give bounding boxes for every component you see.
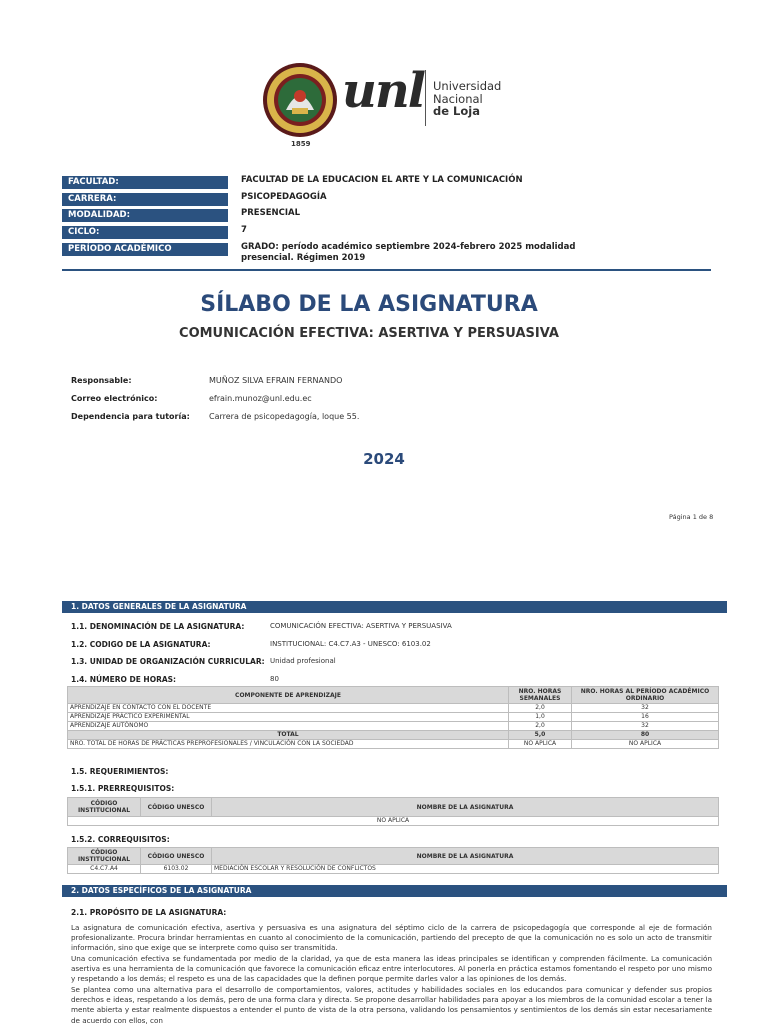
- modality-value: PRESENCIAL: [241, 208, 301, 218]
- table-header: CÓDIGO UNESCO: [141, 798, 212, 817]
- career-label: CARRERA:: [62, 193, 228, 206]
- table-cell: NO APLICA: [572, 740, 719, 749]
- table-header-row: [68, 848, 719, 865]
- logo-divider: [425, 70, 426, 126]
- document-year: 2024: [363, 450, 405, 468]
- period-value: [241, 242, 575, 263]
- purpose-paragraph-3: Se plantea como una alternativa para el desarrollo de comportamientos, valores, actitudes y habilidades sociales en los educandos para comunicar y defender sus propios derechos e ideas, respetando a los demás, pero de una forma clara y directa. Se propone desarrollar habilidades para apoyar a los miembros de la comunidad escolar a tener la mente abierta y estar realmente dispuestos a entender el punto de vista de la otra persona, validando los pensamientos y sentimientos de los demás sin estar necesariamente de acuerdo con ellos, con: [71, 985, 712, 1025]
- table-cell: NO APLICA: [68, 817, 719, 826]
- table-cell: APRENDIZAJE AUTÓNOMO: [68, 722, 509, 731]
- hours-table: [67, 686, 719, 749]
- email-value: efrain.munoz@unl.edu.ec: [209, 394, 312, 403]
- table-header: CÓDIGO INSTITUCIONAL: [68, 798, 141, 817]
- seal-year: 1859: [291, 140, 311, 148]
- period-value-line2: presencial. Régimen 2019: [241, 252, 366, 263]
- tutoring-label: Dependencia para tutoría:: [71, 412, 190, 421]
- table-cell: 2,0: [509, 722, 572, 731]
- subject-code-label: 1.2. CODIGO DE LA ASIGNATURA:: [71, 640, 211, 649]
- university-name-line1: Universidad: [433, 79, 502, 93]
- page-title: SÍLABO DE LA ASIGNATURA: [200, 292, 538, 317]
- table-row: [68, 817, 719, 826]
- subject-code-value: INSTITUCIONAL: C4.C7.A3 - UNESCO: 6103.02: [270, 640, 431, 648]
- modality-label: MODALIDAD:: [62, 209, 228, 222]
- faculty-value: FACULTAD DE LA EDUCACION EL ARTE Y LA COMUNICACIÓN: [241, 175, 523, 185]
- unit-value: Unidad profesional: [270, 657, 336, 665]
- period-label: PERÍODO ACADÉMICO ORDINARIO:: [62, 243, 228, 256]
- page-subtitle: COMUNICACIÓN EFECTIVA: ASERTIVA Y PERSUASIVA: [179, 326, 559, 341]
- responsible-value: MUÑOZ SILVA EFRAIN FERNANDO: [209, 376, 343, 385]
- cycle-label: CICLO:: [62, 226, 228, 239]
- university-name: [433, 80, 501, 118]
- table-header: NRO. HORAS SEMANALES: [509, 687, 572, 704]
- email-label: Correo electrónico:: [71, 394, 158, 403]
- table-cell: TOTAL: [68, 731, 509, 740]
- career-value: PSICOPEDAGOGÍA: [241, 192, 327, 202]
- table-header: NRO. HORAS AL PERÍODO ACADÉMICO ORDINARIO: [572, 687, 719, 704]
- header-rule: [62, 269, 711, 271]
- unit-label: 1.3. UNIDAD DE ORGANIZACIÓN CURRICULAR:: [71, 657, 265, 666]
- cycle-value: 7: [241, 225, 247, 235]
- table-cell: C4.C7.A4: [68, 865, 141, 874]
- university-name-line2: Nacional: [433, 91, 483, 106]
- period-value-line1: GRADO: período académico septiembre 2024-febrero 2025 modalidad: [241, 242, 576, 252]
- table-row: [68, 865, 719, 874]
- table-row: [68, 704, 719, 713]
- purpose-title: 2.1. PROPÓSITO DE LA ASIGNATURA:: [71, 908, 227, 917]
- table-cell: APRENDIZAJE PRÁCTICO EXPERIMENTAL: [68, 713, 509, 722]
- prerequisites-title: 1.5.1. PRERREQUISITOS:: [71, 784, 175, 793]
- table-cell: MEDIACIÓN ESCOLAR Y RESOLUCIÓN DE CONFLICTOS: [212, 865, 719, 874]
- table-header-row: [68, 687, 719, 704]
- table-total-row: [68, 731, 719, 740]
- table-cell: NRO. TOTAL DE HORAS DE PRÁCTICAS PREPROFESIONALES / VINCULACIÓN CON LA SOCIEDAD: [68, 740, 509, 749]
- university-name-line3: de Loja: [433, 104, 480, 118]
- subject-name-value: COMUNICACIÓN EFECTIVA: ASERTIVA Y PERSUASIVA: [270, 622, 452, 630]
- table-header: CÓDIGO UNESCO: [141, 848, 212, 865]
- table-cell: NO APLICA: [509, 740, 572, 749]
- table-header: NOMBRE DE LA ASIGNATURA: [212, 798, 719, 817]
- purpose-paragraph-1: La asignatura de comunicación efectiva, asertiva y persuasiva es una asignatura del séptimo ciclo de la carrera de psicopedagogía que corresponde al eje de formación profesionalizante. Procura brindar herramientas en cuanto al conocimiento de la comunicación, partiendo del precepto de que la comunicación no es solo un acto de transmitir información, sino que exige que se interprete como quiso ser transmitida.: [71, 923, 712, 953]
- responsible-label: Responsable:: [71, 376, 132, 385]
- table-cell: 32: [572, 722, 719, 731]
- table-header: NOMBRE DE LA ASIGNATURA: [212, 848, 719, 865]
- subject-name-label: 1.1. DENOMINACIÓN DE LA ASIGNATURA:: [71, 622, 245, 631]
- table-cell: 1,0: [509, 713, 572, 722]
- section2-header: 2. DATOS ESPECÍFICOS DE LA ASIGNATURA: [62, 885, 727, 897]
- table-cell: 80: [572, 731, 719, 740]
- unl-logo: unl: [342, 63, 425, 119]
- university-seal: [262, 62, 338, 138]
- hours-value: 80: [270, 675, 279, 683]
- section1-header: 1. DATOS GENERALES DE LA ASIGNATURA: [62, 601, 727, 613]
- table-header: COMPONENTE DE APRENDIZAJE: [68, 687, 509, 704]
- table-row: [68, 713, 719, 722]
- page-number: Página 1 de 8: [669, 513, 714, 521]
- table-cell: 6103.02: [141, 865, 212, 874]
- prerequisites-table: [67, 797, 719, 826]
- table-cell: APRENDIZAJE EN CONTACTO CON EL DOCENTE: [68, 704, 509, 713]
- table-header: CÓDIGO INSTITUCIONAL: [68, 848, 141, 865]
- table-cell: 16: [572, 713, 719, 722]
- faculty-label: FACULTAD:: [62, 176, 228, 189]
- table-row: [68, 740, 719, 749]
- purpose-paragraph-2: Una comunicación efectiva se fundamentada por medio de la claridad, ya que de esta manera las ideas principales se identifican y comprenden fácilmente. La comunicación asertiva es una herramienta de la comunicación que favorece la comunicación eficaz entre interlocutores. Al ponerla en práctica estamos fomentando el respeto por uno mismo y respetando a los demás; el respeto es una de las capacidades que la definen porque permite darles valor a las opiniones de los demás.: [71, 954, 712, 984]
- table-row: [68, 722, 719, 731]
- table-header-row: [68, 798, 719, 817]
- hours-label: 1.4. NÚMERO DE HORAS:: [71, 675, 177, 684]
- requirements-title: 1.5. REQUERIMIENTOS:: [71, 767, 169, 776]
- table-cell: 32: [572, 704, 719, 713]
- tutoring-value: Carrera de psicopedagogía, loque 55.: [209, 412, 360, 421]
- table-cell: 5,0: [509, 731, 572, 740]
- table-cell: 2,0: [509, 704, 572, 713]
- corequisites-title: 1.5.2. CORREQUISITOS:: [71, 835, 170, 844]
- corequisites-table: [67, 847, 719, 874]
